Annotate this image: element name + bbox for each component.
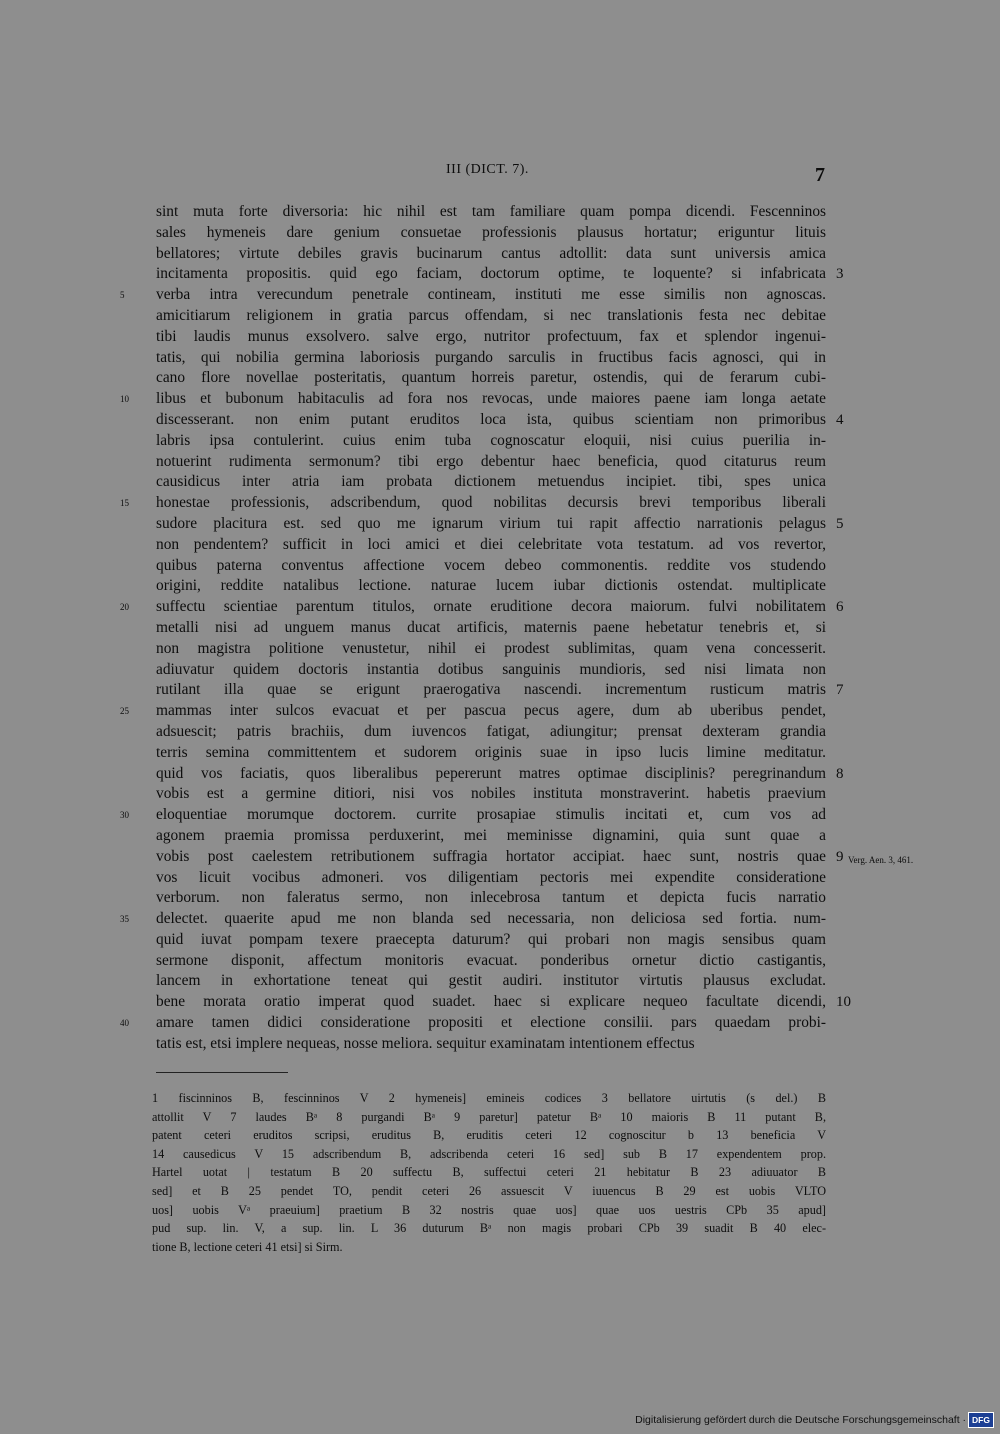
credit-text: Digitalisierung gefördert durch die Deutsche Forschungsgemeinschaft · bbox=[635, 1414, 967, 1426]
section-number: 10 bbox=[836, 994, 851, 1011]
text-line bbox=[120, 701, 826, 722]
line-text: terris semina committentem et sudorem originis suae in ipso lucis limine meditatur. bbox=[156, 743, 826, 761]
text-line bbox=[120, 389, 826, 410]
running-header: III (DICT. 7). bbox=[446, 162, 529, 177]
line-number: 15 bbox=[120, 498, 129, 509]
section-number: 4 bbox=[836, 411, 844, 428]
text-line bbox=[156, 348, 826, 369]
apparatus-line: sed] et B 25 pendet TO, pendit ceteri 26 assuescit V iuuencus B 29 est uobis VLTO bbox=[152, 1183, 826, 1198]
line-text: amicitiarum religionem in gratia parcus offendam, si nec translationis festa nec debitae bbox=[156, 306, 826, 324]
text-line bbox=[156, 410, 844, 431]
digitization-credit bbox=[635, 1412, 994, 1428]
line-text: vos licuit vocibus admoneri. vos diligentiam pectoris mei expendite consideratione bbox=[156, 868, 826, 886]
line-text: origini, reddite natalibus lectione. naturae lucem iubar dictionis ostendat. multiplicate bbox=[156, 577, 826, 595]
apparatus-line: Hartel uotat | testatum B 20 suffectu B, suffectui ceteri 21 hebitatur B 23 adiuuator B bbox=[152, 1165, 826, 1180]
line-number: 25 bbox=[120, 706, 129, 717]
line-text: incitamenta propositis. quid ego faciam, doctorum optime, te loquente? si infabricata bbox=[156, 265, 826, 283]
line-text: sint muta forte diversoria: hic nihil est tam familiare quam pompa dicendi. Fescenninos bbox=[156, 203, 826, 220]
line-text: honestae professionis, adscribendum, quod nobilitas decursis brevi temporibus liberali bbox=[156, 494, 826, 512]
text-line bbox=[156, 743, 826, 764]
apparatus-line: tione B, lectione ceteri 41 etsi] si Sirm. bbox=[152, 1239, 343, 1254]
section-number: 9 bbox=[836, 848, 844, 865]
text-line bbox=[156, 992, 851, 1013]
text-line bbox=[156, 826, 826, 847]
text-line bbox=[156, 784, 826, 805]
line-text: quibus paterna conventus affectione vocem debeo commonentis. reddite vos studendo bbox=[156, 556, 826, 574]
line-text: cano flore novellae posteritatis, quantum horreis paretur, ostendis, qui de ferarum cubi- bbox=[156, 369, 826, 387]
text-line bbox=[156, 452, 826, 473]
line-text: vobis est a germine ditiori, nisi vos nobiles instituta monstraverint. habetis praevium bbox=[156, 785, 826, 803]
line-text: amare tamen didici consideratione propositi et electione consilii. pars quaedam probi- bbox=[156, 1014, 826, 1032]
line-text: tibi laudis munus exsolvero. salve ergo, nutritor profectuum, fax et splendor ingenui- bbox=[156, 327, 826, 345]
line-text: causidicus inter atria iam probata dictionem metuendus incipiet. tibi, spes unica bbox=[156, 473, 826, 491]
line-text: adiuvatur quidem doctoris instantia dotibus sanguinis mundioris, sed nisi limata non bbox=[156, 660, 826, 678]
line-text: sales hymeneis dare genium consuetae professionis plausus hortatur; eriguntur lituis bbox=[156, 223, 826, 241]
line-text: tatis, qui nobilia germina laboriosis purgando sarculis in fructibus facis agnosci, qui in bbox=[156, 348, 826, 366]
line-text: verba intra verecundum penetrale contineam, instituti me esse similis non agnoscas. bbox=[156, 286, 826, 304]
line-text: metalli nisi ad unguem manus ducat artificis, maternis paene hebetatur tenebris et, si bbox=[156, 618, 826, 636]
text-line bbox=[156, 327, 826, 348]
text-line bbox=[156, 264, 844, 285]
text-line bbox=[120, 909, 826, 930]
line-text: adsuescit; patris brachiis, dum iuvencos fatigat, adiungitur; prensat dexteram grandia bbox=[156, 722, 826, 740]
section-number: 6 bbox=[836, 599, 844, 616]
apparatus-line: 14 causedicus V 15 adscribendum B, adscribenda ceteri 16 sed] sub B 17 expendentem prop. bbox=[152, 1146, 826, 1161]
line-text: libus et bubonum habitaculis ad fora nos revocas, unde maiores paene iam longa aetate bbox=[156, 390, 826, 408]
page-number: 7 bbox=[815, 164, 825, 186]
text-line bbox=[156, 535, 826, 556]
line-text: quid iuvat pompam texere praecepta daturum? qui probari non magis sensibus quam bbox=[156, 930, 826, 948]
section-number: 7 bbox=[836, 682, 844, 699]
apparatus-line: patent ceteri eruditos scripsi, eruditus B, eruditis ceteri 12 cognoscitur b 13 beneficia V bbox=[152, 1128, 826, 1143]
dfg-logo: DFG bbox=[968, 1412, 994, 1428]
apparatus-line: 1 fiscinninos B, fescinninos V 2 hymeneis] emineis codices 3 bellatore uirtutis (s del.) B bbox=[152, 1091, 826, 1105]
line-text: sermone disponit, affectum monitoris evacuat. ponderibus ornetur dictio castigantis, bbox=[156, 951, 826, 969]
apparatus-line: uos] uobis Vᵃ praeuium] praetium B 32 nostris quae uos] quae uos uestris CPb 35 apud] bbox=[152, 1202, 826, 1217]
text-line bbox=[156, 722, 826, 743]
section-number: 8 bbox=[836, 765, 844, 782]
line-text: vobis post caelestem retributionem suffragia hortator accipiat. haec sunt, nostris quae bbox=[156, 847, 826, 865]
line-text: quid vos faciatis, quos liberalibus pepererunt matres optimae disciplinis? peregrinandum bbox=[156, 764, 826, 782]
line-text: mammas inter sulcos evacuat et per pascua pecus agere, dum ab uberibus pendet, bbox=[156, 702, 826, 720]
text-line bbox=[156, 971, 826, 992]
line-text: bene morata oratio imperat quod suadet. haec si explicare nequeo facultate dicendi, bbox=[156, 993, 826, 1011]
line-text: bellatores; virtute debiles gravis bucinarum cantus adtollit: data sunt universis amica bbox=[156, 244, 826, 262]
text-line bbox=[156, 660, 826, 681]
text-line bbox=[156, 202, 826, 223]
margin-reference: Verg. Aen. 3, 461. bbox=[848, 854, 914, 865]
text-line bbox=[156, 764, 844, 785]
line-text: labris ipsa contulerint. cuius enim tuba cognoscatur eloquii, nisi cuius puerilia in- bbox=[156, 431, 826, 449]
text-line bbox=[156, 680, 844, 701]
text-line bbox=[156, 244, 826, 265]
text-line bbox=[156, 639, 826, 660]
text-line bbox=[120, 597, 844, 618]
main-text bbox=[120, 202, 914, 1055]
text-line bbox=[156, 368, 826, 389]
line-text: rutilant illa quae se erigunt praerogativa nascendi. incrementum rusticum matris bbox=[156, 681, 826, 699]
text-line bbox=[156, 472, 826, 493]
line-text: notuerint rudimenta sermonum? tibi ergo debentur haec beneficia, quod citaturus reum bbox=[156, 452, 826, 470]
line-text: non magistra politione venustetur, nihil ei prodest sublimitas, quam vena concesserit. bbox=[156, 639, 826, 657]
line-text: sudore placitura est. sed quo me ignarum virium tui rapit affectio narrationis pelagus bbox=[156, 514, 826, 532]
text-line bbox=[156, 618, 826, 639]
section-number: 5 bbox=[836, 515, 844, 532]
line-text: agonem praemia promissa perduxerint, mei meminisse dignamini, quia sunt quae a bbox=[156, 826, 826, 844]
line-text: verborum. non faleratus sermo, non inlecebrosa tantum et depicta fucis narratio bbox=[156, 889, 826, 907]
text-line bbox=[156, 930, 826, 951]
text-line bbox=[156, 576, 826, 597]
text-line bbox=[120, 1013, 826, 1034]
text-line bbox=[156, 888, 826, 909]
line-text: discesserant. non enim putant eruditos loca ista, quibus scientiam non primoribus bbox=[156, 410, 826, 428]
text-line bbox=[156, 306, 826, 327]
line-number: 35 bbox=[120, 914, 129, 925]
section-number: 3 bbox=[836, 266, 844, 283]
line-text: non pendentem? sufficit in loci amici et diei celebritate vota testatum. ad vos revertor, bbox=[156, 535, 826, 553]
line-text: eloquentiae morumque doctorem. currite prosapiae stimulis incitati et, cum vos ad bbox=[156, 806, 826, 824]
line-text: lancem in exhortatione teneat qui gestit audiri. institutor virtutis plausus excludat. bbox=[156, 972, 826, 990]
text-line bbox=[120, 493, 826, 514]
apparatus-line: pud sup. lin. V, a sup. lin. L 36 duturum Bᵃ non magis probari CPb 39 suadit B 40 elec- bbox=[152, 1221, 826, 1236]
text-line bbox=[156, 514, 844, 535]
text-line bbox=[156, 847, 914, 868]
line-text: tatis est, etsi implere nequeas, nosse meliora. sequitur examinatam intentionem effectus bbox=[156, 1034, 695, 1052]
text-line bbox=[120, 285, 826, 306]
text-line bbox=[156, 431, 826, 452]
text-line bbox=[156, 556, 826, 577]
text-line bbox=[156, 868, 826, 889]
line-number: 10 bbox=[120, 394, 129, 405]
line-number: 5 bbox=[120, 290, 125, 301]
text-line bbox=[120, 805, 826, 826]
line-text: delectet. quaerite apud me non blanda sed necessaria, non deliciosa sed fortia. num- bbox=[156, 910, 826, 928]
line-number: 40 bbox=[120, 1018, 129, 1029]
footnote-divider bbox=[156, 1072, 288, 1073]
critical-apparatus bbox=[152, 1089, 826, 1256]
line-text: suffectu scientiae parentum titulos, ornate eruditione decora maiorum. fulvi nobilitatem bbox=[156, 598, 826, 616]
text-line bbox=[156, 223, 826, 244]
text-line bbox=[156, 1034, 826, 1055]
line-number: 30 bbox=[120, 810, 129, 821]
text-line bbox=[156, 951, 826, 972]
apparatus-line: attollit V 7 laudes Bᵃ 8 purgandi Bᵃ 9 paretur] patetur Bᵃ 10 maioris B 11 putant B, bbox=[152, 1109, 826, 1124]
line-number: 20 bbox=[120, 602, 129, 613]
